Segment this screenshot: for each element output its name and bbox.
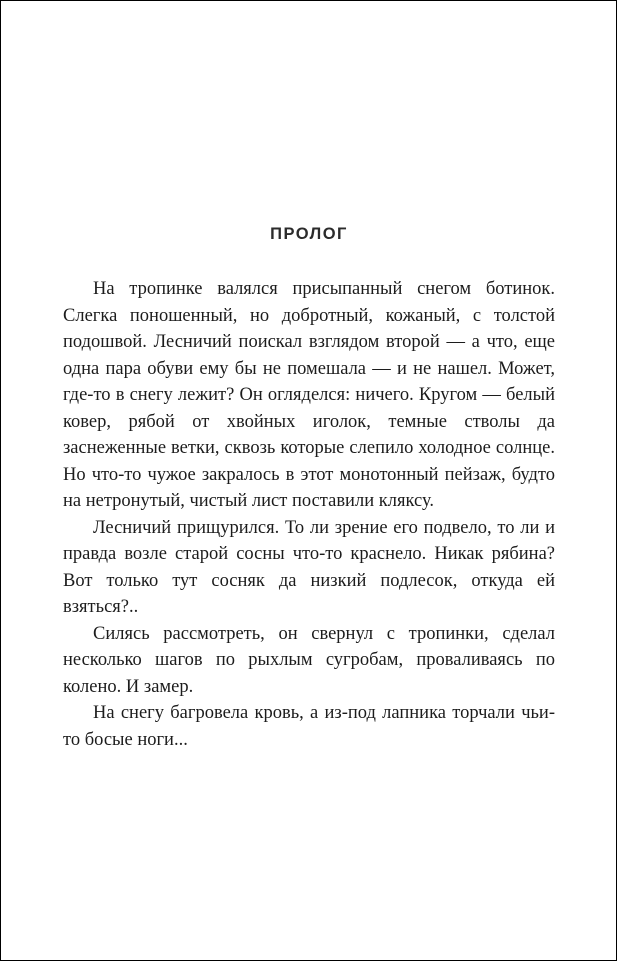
paragraph: На тропинке валялся присыпанный снегом ботинок. Слегка поношенный, но добротный, кожаный, с толстой подошвой. Лесничий поискал взглядом второй — а что, еще одна пара обуви ему бы не помешала — и не нашел. Может, где-то в снегу лежит? Он огляделся: ничего. Кругом — белый ковер, рябой от хвойных иголок, темные стволы да заснеженные ветки, сквозь которые слепило холодное солнце. Но что-то чужое закралось в этот монотонный пейзаж, будто на нетронутый, чистый лист поставили кляксу. (63, 279, 555, 511)
paragraph: На снегу багровела кровь, а из-под лапника торчали чьи-то босые ноги... (63, 703, 555, 750)
paragraph: Силясь рассмотреть, он свернул с тропинки, сделал несколько шагов по рыхлым сугробам, проваливаясь по колено. И замер. (63, 623, 555, 697)
paragraph: Лесничий прищурился. То ли зрение его подвело, то ли и правда возле старой сосны что-то краснело. Никак рябина? Вот только тут сосняк да низкий подлесок, откуда ей взяться?.. (63, 517, 555, 617)
page-content (1, 1, 616, 753)
chapter-heading: ПРОЛОГ (270, 225, 348, 243)
